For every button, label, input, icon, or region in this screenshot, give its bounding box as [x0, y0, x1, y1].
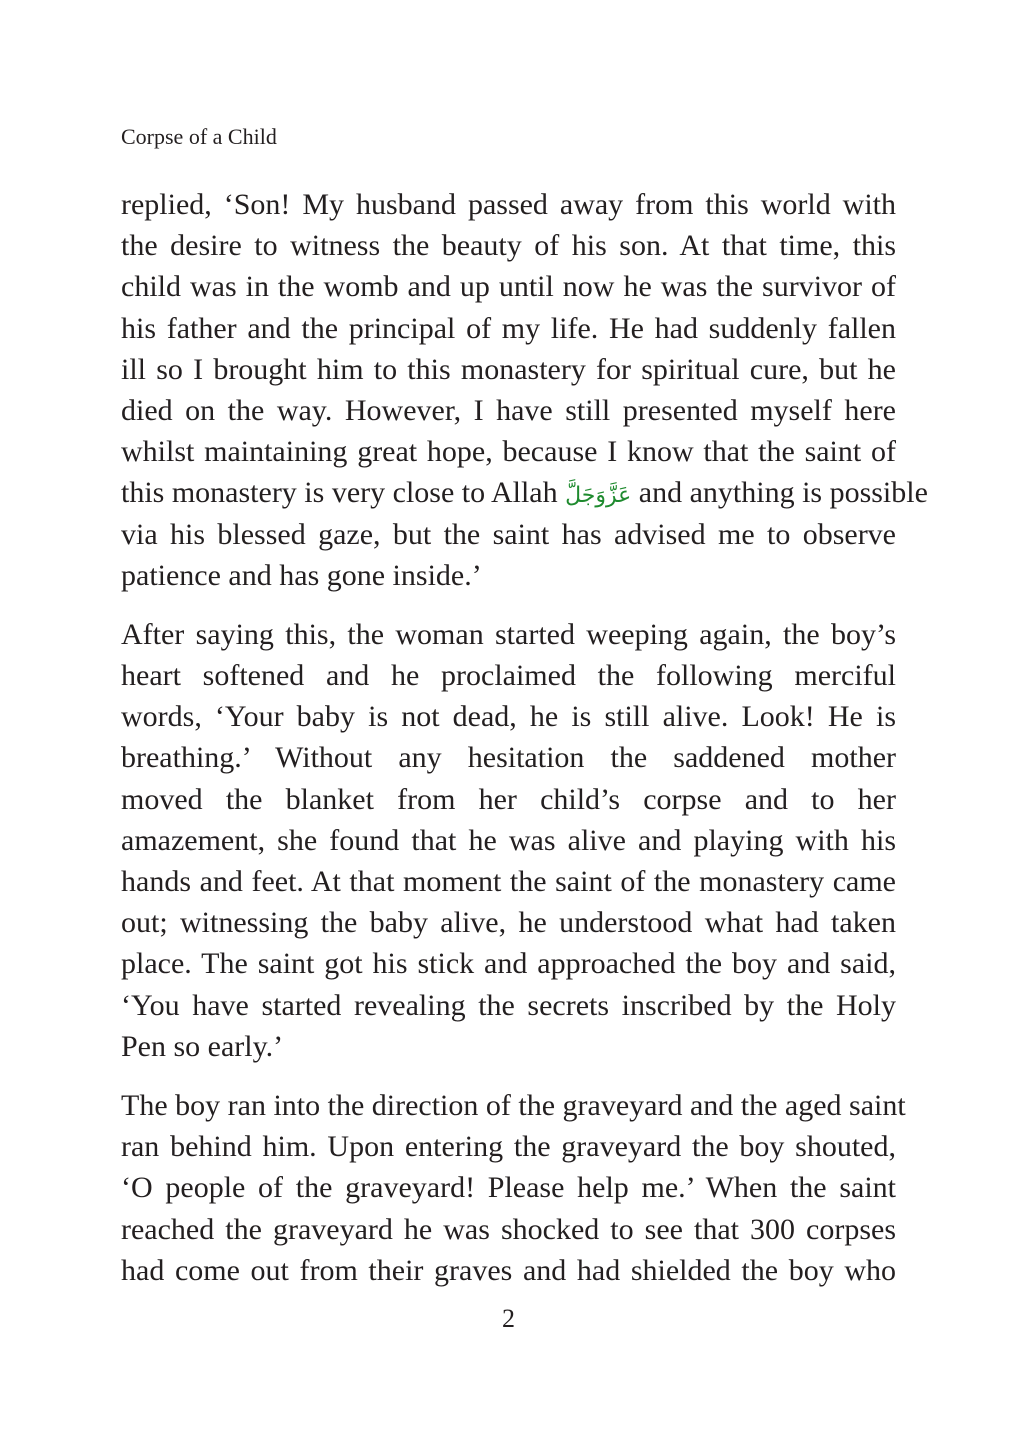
paragraph-2	[121, 614, 896, 1067]
text-line: his father and the principal of my life. He had suddenly fallen	[121, 311, 896, 345]
text-segment: and anything is possible	[631, 476, 928, 510]
text-segment: this monastery is very close to Allah	[121, 476, 566, 510]
text-line: amazement, she found that he was alive and playing with his	[121, 823, 896, 857]
text-line: died on the way. However, I have still presented myself here	[121, 393, 896, 427]
text-line: ill so I brought him to this monastery for spiritual cure, but he	[121, 352, 896, 386]
text-line: heart softened and he proclaimed the following merciful	[121, 659, 896, 693]
paragraph-1	[121, 184, 928, 596]
text-line: reached the graveyard he was shocked to see that 300 corpses	[121, 1212, 896, 1246]
text-line: via his blessed gaze, but the saint has advised me to observe	[121, 517, 896, 551]
text-line: words, ‘Your baby is not dead, he is still alive. Look! He is	[121, 700, 896, 734]
text-line: The boy ran into the direction of the graveyard and the aged saint	[121, 1088, 906, 1122]
text-line: Pen so early.’	[121, 1029, 284, 1063]
text-line: After saying this, the woman started weeping again, the boy’s	[121, 617, 896, 651]
text-line: child was in the womb and up until now he was the survivor of	[121, 270, 896, 304]
running-header: Corpse of a Child	[121, 124, 277, 149]
text-line: the desire to witness the beauty of his son. At that time, this	[121, 229, 896, 263]
text-line: ‘O people of the graveyard! Please help me.’ When the saint	[121, 1171, 896, 1205]
text-line: replied, ‘Son! My husband passed away from this world with	[121, 188, 896, 221]
text-line: out; witnessing the baby alive, he understood what had taken	[121, 906, 896, 940]
text-line: moved the blanket from her child’s corpse and to her	[121, 782, 896, 816]
body-text	[121, 184, 928, 1309]
page-number: 2	[502, 1304, 515, 1333]
text-line-with-honorific	[121, 472, 928, 513]
arabic-honorific: عَزَّوَجَلَّ	[565, 483, 632, 509]
text-line: patience and has gone inside.’	[121, 558, 482, 592]
text-line: ran behind him. Upon entering the graveyard the boy shouted,	[121, 1130, 896, 1164]
text-line: breathing.’ Without any hesitation the saddened mother	[121, 741, 896, 775]
text-line: whilst maintaining great hope, because I know that the saint of	[121, 435, 896, 469]
text-line: ‘You have started revealing the secrets inscribed by the Holy	[121, 988, 896, 1022]
text-line: had come out from their graves and had shielded the boy who	[121, 1253, 896, 1287]
paragraph-3	[121, 1085, 906, 1291]
text-line: hands and feet. At that moment the saint of the monastery came	[121, 865, 896, 898]
text-line: place. The saint got his stick and approached the boy and said,	[121, 947, 896, 981]
